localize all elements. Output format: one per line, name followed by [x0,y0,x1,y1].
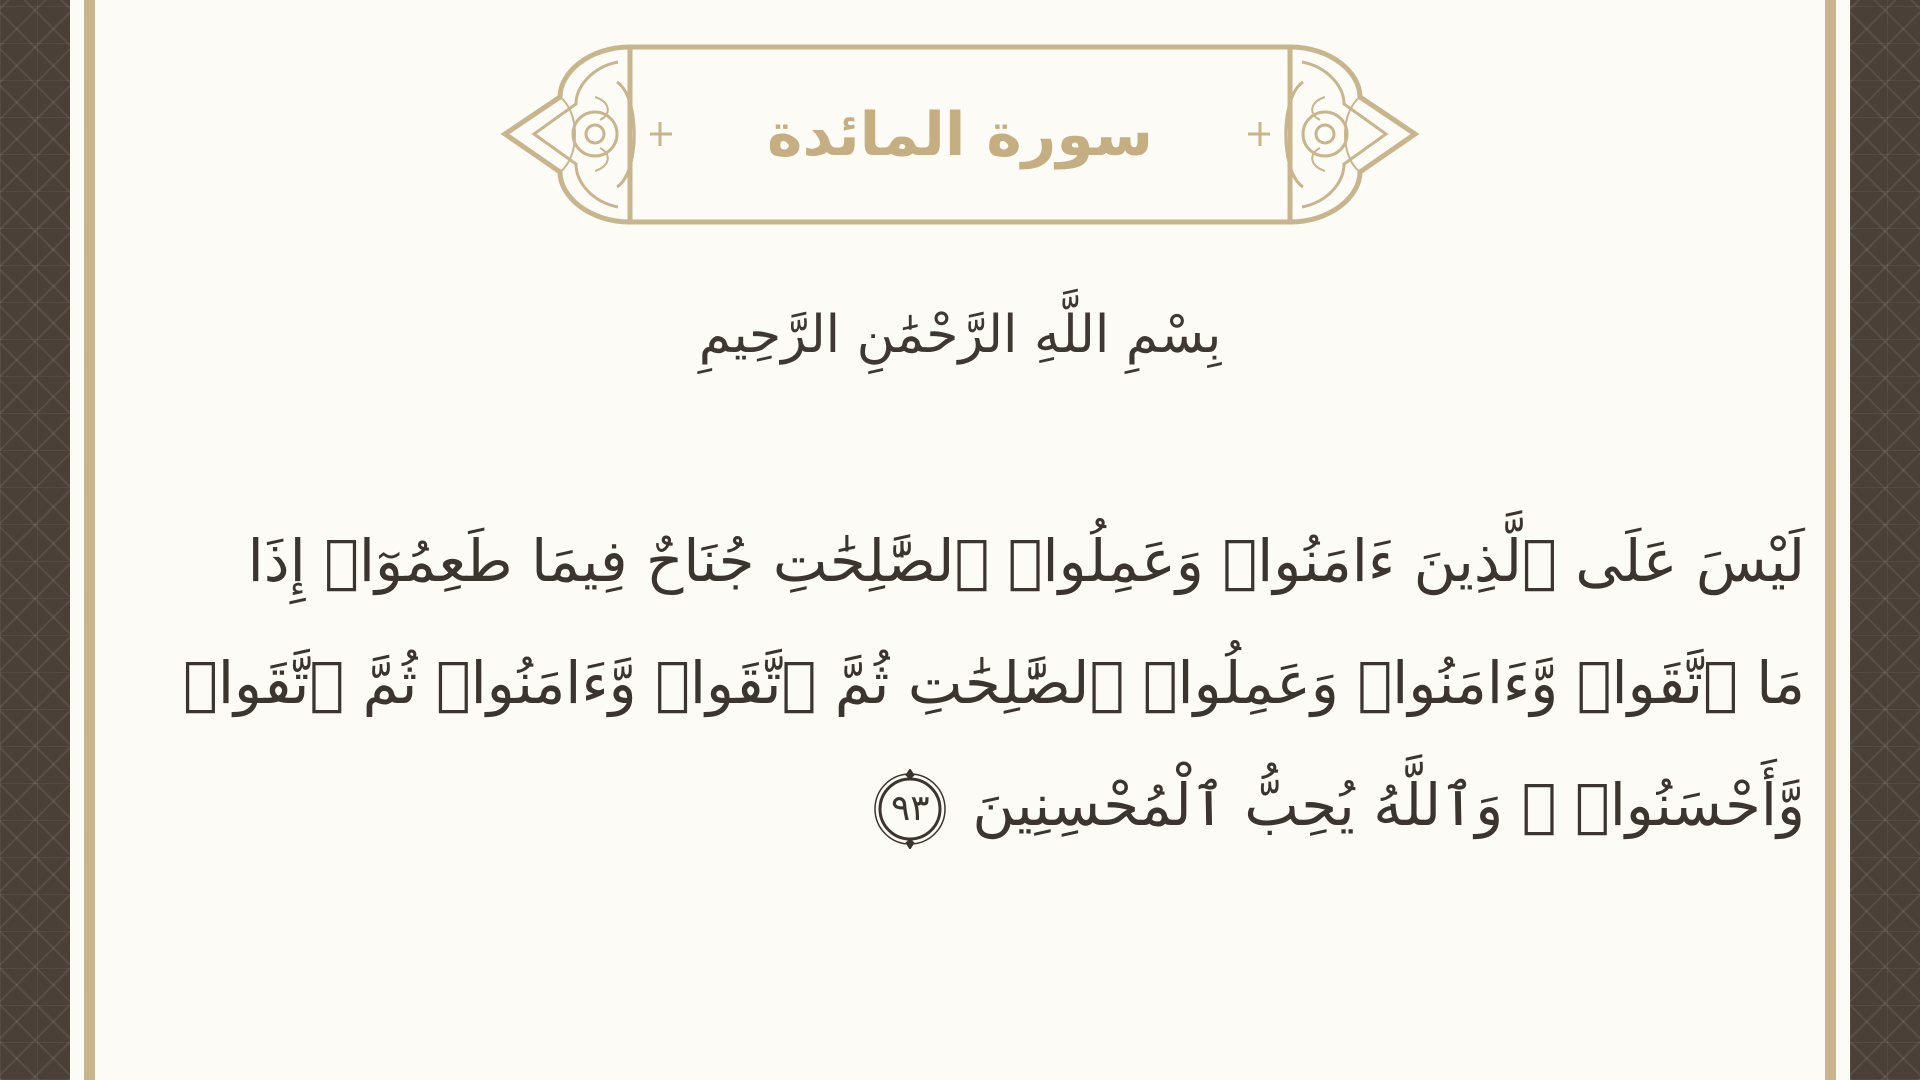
ayah-number: ٩٣ [890,787,930,829]
right-gold-rule [1825,0,1836,1080]
basmala: بِسْمِ اللَّهِ الرَّحْمَٰنِ الرَّحِيمِ [698,305,1222,365]
surah-title-cartouche [500,42,1420,227]
right-ornamental-border [1850,0,1920,1080]
verse-line-2: مَا ٱتَّقَوا۟ وَّءَامَنُوا۟ وَعَمِلُوا۟ ٱلصَّٰلِحَٰتِ ثُمَّ ٱتَّقَوا۟ وَّءَامَنُوا۟ ثُمَّ ٱتَّقَوا۟ [183,649,1805,717]
left-gold-rule [84,0,95,1080]
verse-text [183,500,1805,866]
ayah-end-marker [870,769,950,849]
left-ornamental-border [0,0,70,1080]
verse-line-1: لَيْسَ عَلَى ٱلَّذِينَ ءَامَنُوا۟ وَعَمِلُوا۟ ٱلصَّٰلِحَٰتِ جُنَاحٌ فِيمَا طَعِمُوٓا۟ إِذَا [247,527,1805,595]
surah-title: سورة المائدة [767,99,1153,170]
verse-line-3-text: وَّأَحْسَنُوا۟ ۗ وَٱللَّهُ يُحِبُّ ٱلْمُحْسِنِينَ [972,771,1805,839]
verse-line-3 [255,744,1805,866]
